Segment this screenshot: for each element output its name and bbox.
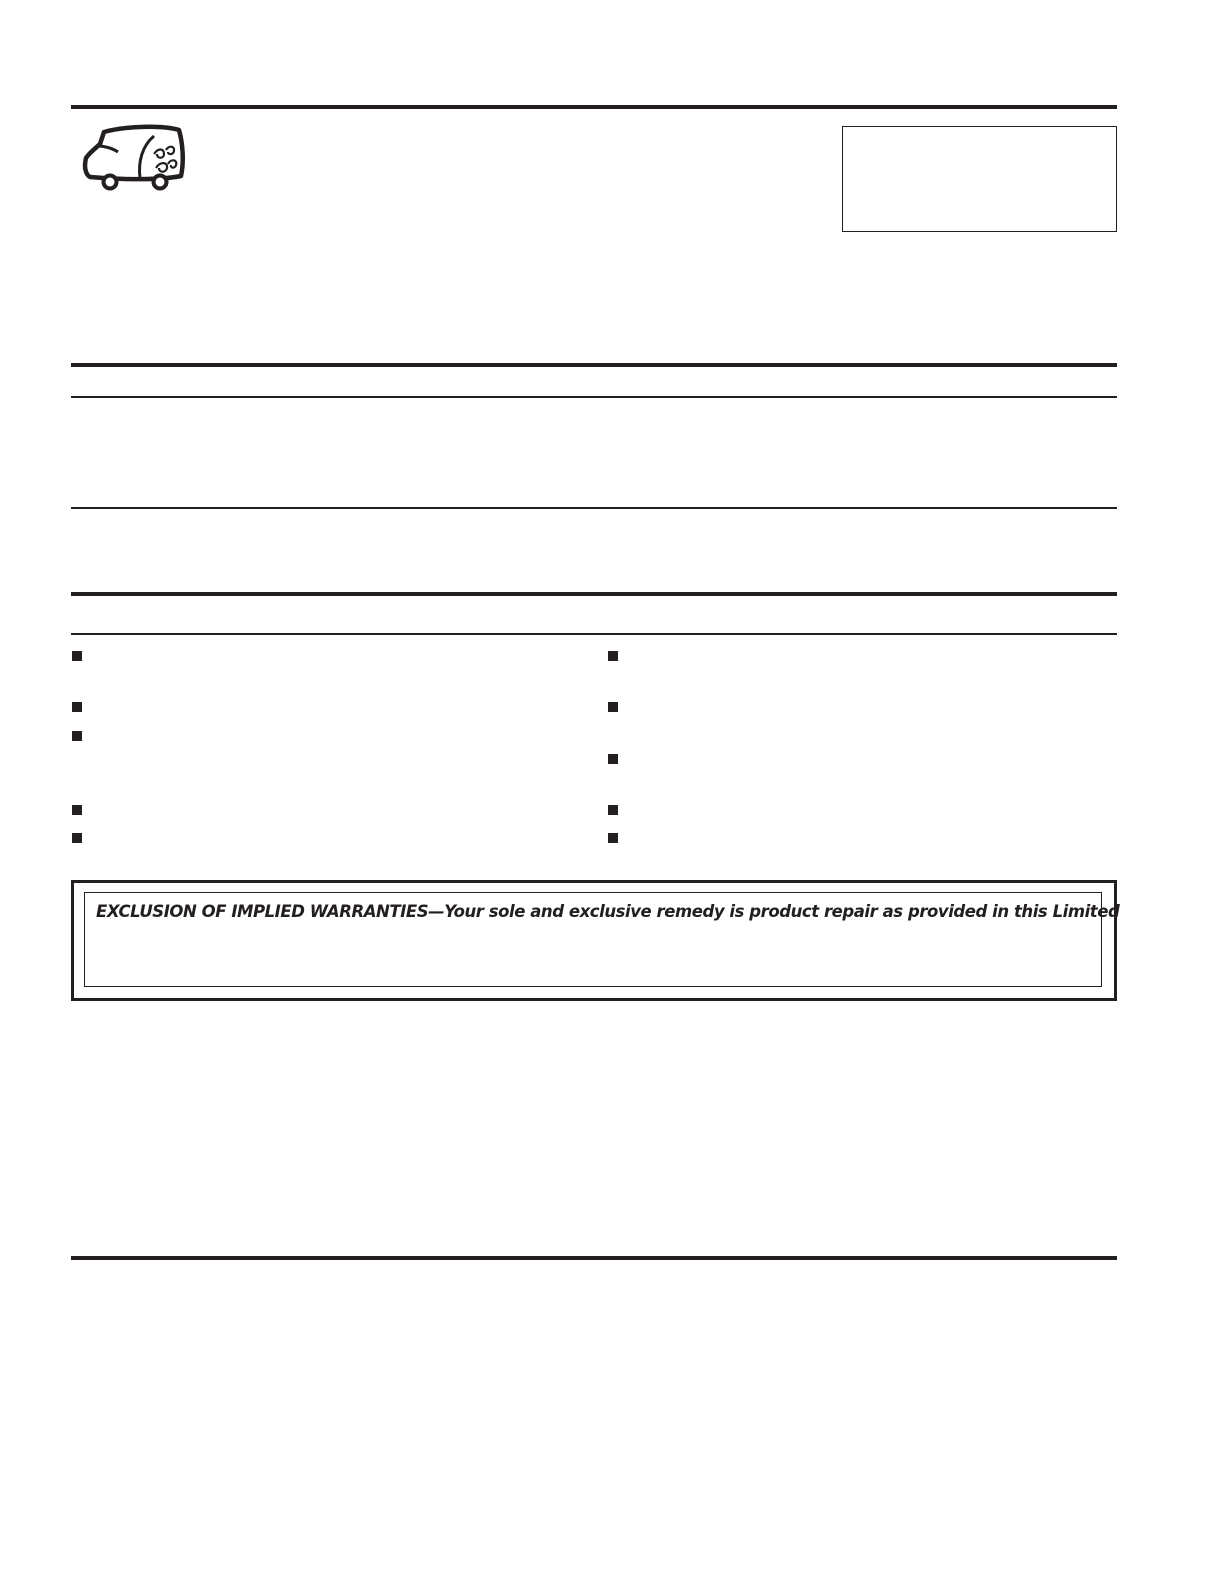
bullet-marker (608, 651, 618, 661)
bullet-marker (72, 805, 82, 815)
top-rule (71, 105, 1117, 109)
bullet-marker (72, 702, 82, 712)
bullet-marker (608, 702, 618, 712)
bullet-marker (72, 833, 82, 843)
exclusion-box (71, 880, 1120, 1001)
bullet-marker (608, 833, 618, 843)
exclusion-text: EXCLUSION OF IMPLIED WARRANTIES—Your sole and exclusive remedy is product repair as provided in this Limited (96, 902, 1120, 921)
section-rule-2 (71, 592, 1117, 596)
bullet-marker (608, 805, 618, 815)
bullet-marker (72, 651, 82, 661)
section-divider-3 (71, 633, 1117, 635)
bullet-marker (608, 754, 618, 764)
exclusion-box-inner (84, 892, 1120, 987)
section-divider-2 (71, 507, 1117, 509)
service-truck-ge-icon (82, 124, 188, 194)
bottom-rule (71, 1256, 1117, 1260)
bullet-marker (72, 731, 82, 741)
staple-receipt-box (842, 126, 1117, 232)
section-divider-1 (71, 396, 1117, 398)
section-rule-1 (71, 363, 1117, 367)
